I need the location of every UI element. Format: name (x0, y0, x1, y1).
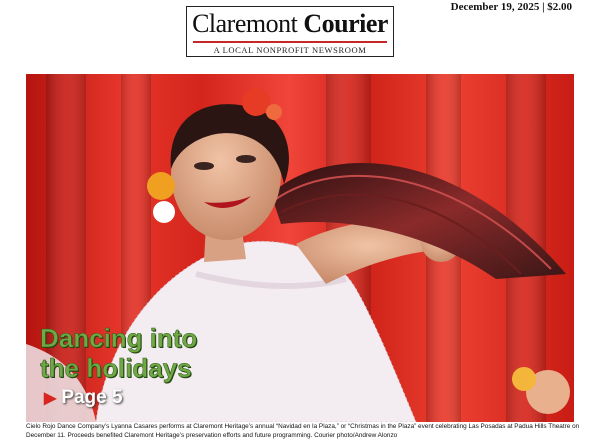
play-arrow-icon: ▶ (44, 390, 57, 407)
dateline: December 19, 2025 | $2.00 (450, 1, 572, 13)
masthead-title-part1: Claremont (192, 9, 304, 38)
masthead-title-part2: Courier (303, 9, 388, 38)
page-reference-label: Page 5 (61, 387, 123, 408)
page-reference-link[interactable] (44, 387, 123, 409)
photo-caption: Cielo Rojo Dance Company’s Lyanna Casares performs at Claremont Heritage’s annual “Navidad en la Plaza,” or “Christmas in the Plaza” event celebrating Las Posadas at Padua Hills Theatre on December 11. Proceeds benefited Claremont Heritage’s preservation efforts and future programming. Courier photo/Andrew Alonzo (26, 423, 580, 439)
masthead-divider (193, 41, 387, 43)
masthead-logo[interactable] (186, 6, 394, 57)
masthead-title (187, 10, 393, 38)
feature-headline[interactable]: Dancing into the holidays (40, 323, 198, 383)
masthead-tagline: A LOCAL NONPROFIT NEWSROOM (213, 45, 367, 55)
